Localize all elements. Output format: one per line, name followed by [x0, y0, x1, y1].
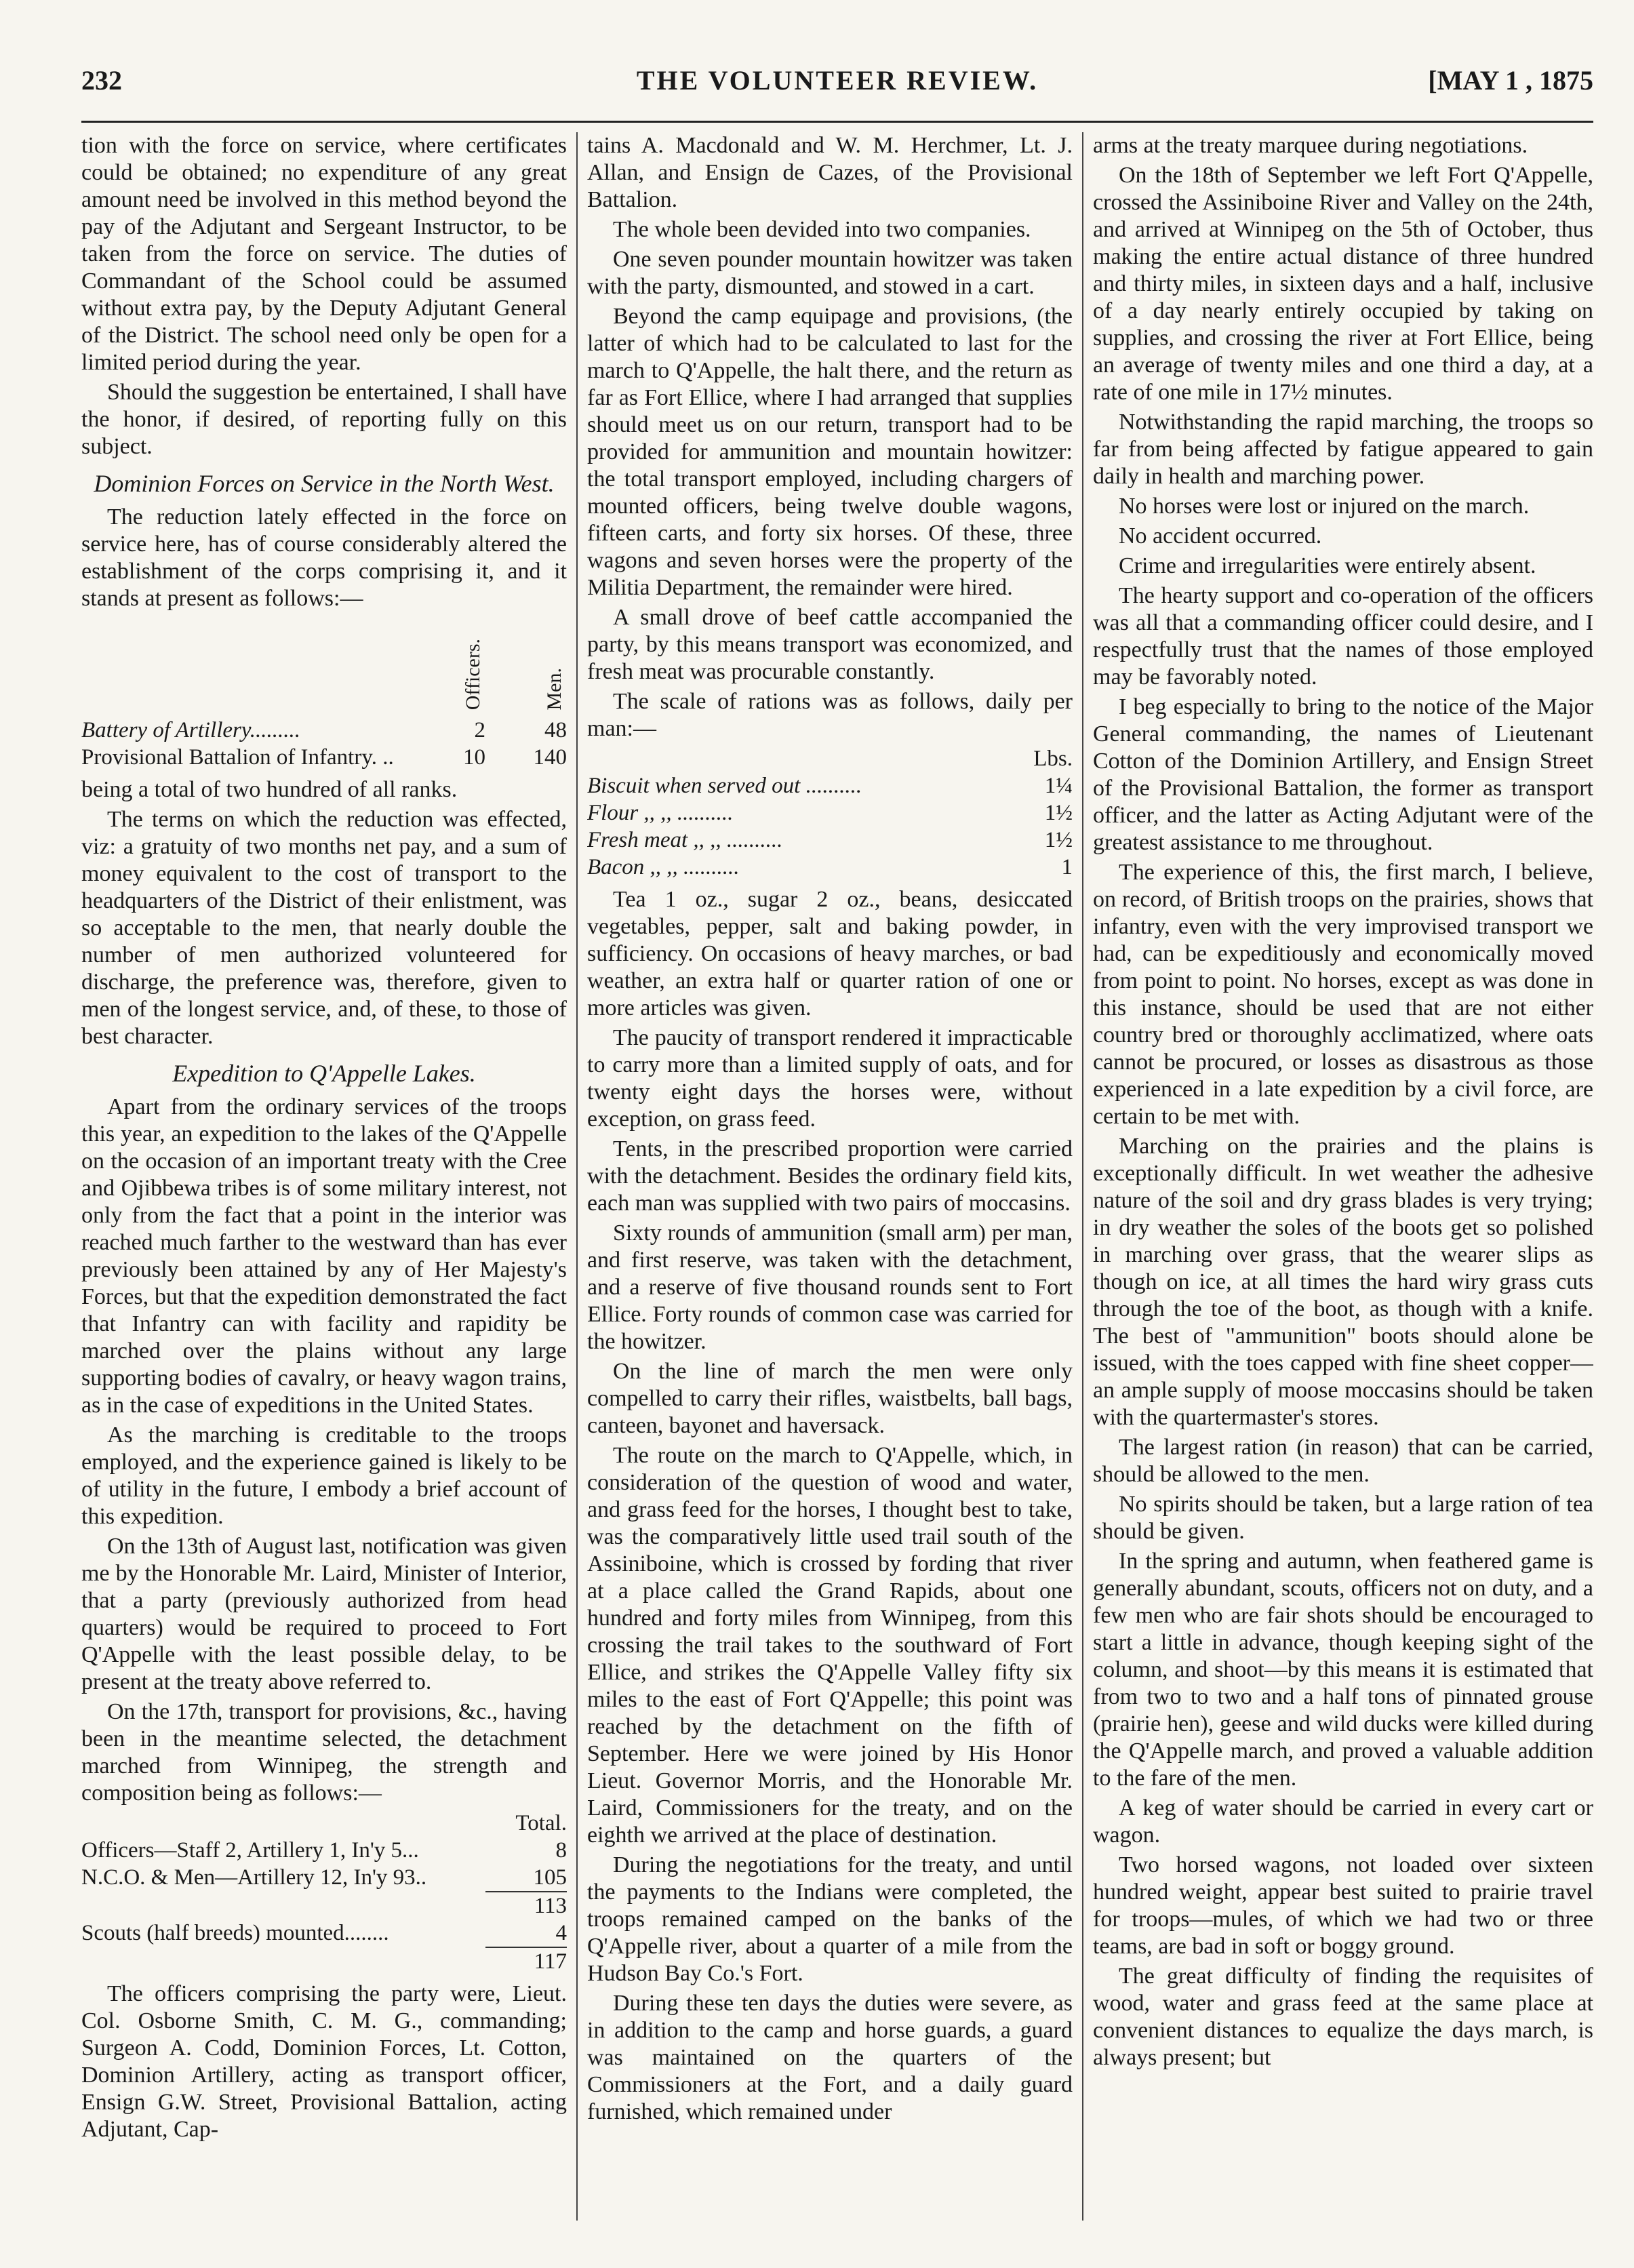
table-row [587, 772, 1073, 799]
paragraph: A keg of water should be carried in every cart or wagon. [1093, 1795, 1593, 1848]
page-number: 232 [81, 65, 122, 96]
paragraph: I beg especially to bring to the notice of the Major General commanding, the names of Lieutenant Cotton of the Dominion Artillery, and Ensign Street of the Provisional Battalion, the former as transport officer, and the latter as Acting Adjutant were of the greatest assistance to me throughout. [1093, 694, 1593, 855]
row-label: N.C.O. & Men—Artillery 12, In'y 93.. [81, 1865, 427, 1890]
paragraph: The hearty support and co-operation of the officers was all that a commanding officer could desire, and I respectfully trust that the names of those employed may be favorably noted. [1093, 583, 1593, 690]
paragraph: being a total of two hundred of all ranks. [81, 777, 458, 802]
cell-value: 1½ [1044, 828, 1073, 852]
paragraph: Apart from the ordinary services of the troops this year, an expedition to the lakes of the Q'Appelle on the occasion of an important treaty with the Cree and Ojibbewa tribes is of some military interest, not only from the fact that a point in the interior was reached much farther to the westward than has ever previously been attained by any of Her Majesty's Forces, but that the expedition demonstrated the fact that Infantry can with facility and rapidity be marched over the plains without any large supporting bodies of cavalry, or heavy wagon trains, as in the case of expeditions in the United States. [81, 1094, 567, 1418]
cell-total: 105 [533, 1865, 567, 1890]
table-row [81, 717, 567, 744]
table-row [81, 744, 567, 771]
paragraph: On the 17th, transport for provisions, &c., having been in the meantime selected, the detachment marched from Winnipeg, the strength and composition being as follows:— [81, 1699, 567, 1806]
cell-officers: 2 [474, 718, 485, 742]
row-label: Fresh meat ,, ,, .......... [587, 828, 783, 852]
paragraph: The terms on which the reduction was effected, viz: a gratuity of two months net pay, and a sum of money equivalent to the cost of transport to the headquarters of the District of their enlistment, was so acceptable to the men, that nearly double the number of men authorized volunteered for discharge, the preference was, therefore, given to men of the longest service, and, of these, to those of best character. [81, 807, 567, 1049]
section-heading: Dominion Forces on Service in the North West. [94, 470, 555, 497]
column-divider-1 [576, 132, 578, 2221]
table-row [81, 1919, 567, 1947]
cell-men: 140 [533, 745, 567, 770]
issue-date: [MAY 1 , 1875 [1428, 65, 1593, 96]
paragraph: During these ten days the duties were severe, as in addition to the camp and horse guards, a guard was maintained on the quarters of the Commissioners at the Fort, and a daily guard furnished, which remained under [587, 1991, 1073, 2124]
row-label: Scouts (half breeds) mounted........ [81, 1921, 389, 1945]
paragraph: The largest ration (in reason) that can be carried, should be allowed to the men. [1093, 1435, 1593, 1487]
column-divider-2 [1082, 132, 1083, 2221]
paragraph: The experience of this, the first march, I believe, on record, of British troops on the prairies, shows that infantry, even with the very improvised transport we had, can be expeditiously and economically moved from point to point. No horses, except as was done in this instance, should be used that are not either country bred or thoroughly acclimatized, where oats cannot be procured, or losses as disastrous as those experienced in a late expedition by a civil force, are certain to be met with. [1093, 860, 1593, 1129]
table-row [587, 799, 1073, 827]
paragraph: The whole been devided into two companies. [613, 217, 1031, 242]
cell-men: 48 [544, 718, 567, 742]
paragraph: Two horsed wagons, not loaded over sixteen hundred weight, appear best suited to prairie travel for troops—mules, of which we had two or three teams, are bad in soft or boggy ground. [1093, 1852, 1593, 1959]
row-label: Battery of Artillery......... [81, 718, 300, 742]
sum-rule [485, 1891, 567, 1892]
paragraph: The route on the march to Q'Appelle, which, in consideration of the question of wood and water, and grass feed for the horses, I thought best to take, was the comparatively little used trail south of the Assiniboine, which is crossed by fording that river at a place called the Grand Rapids, about one hundred and forty miles from Winnipeg, from this crossing the trail takes to the southward of Fort Ellice, and strikes the Q'Appelle Valley fifty six miles to the east of Fort Q'Appelle; this point was reached by the detachment on the fifth of September. Here we were joined by His Honor Lieut. Governor Morris, and the Honorable Mr. Laird, Commissioners for the treaty, and on the eighth we arrived at the place of destination. [587, 1443, 1073, 1848]
paragraph: No spirits should be taken, but a large ration of tea should be given. [1093, 1492, 1593, 1544]
paragraph: One seven pounder mountain howitzer was taken with the party, dismounted, and stowed in a cart. [587, 247, 1073, 299]
rations-table [587, 745, 1073, 881]
row-label: Biscuit when served out .......... [587, 774, 862, 798]
page-header [81, 64, 1593, 112]
paragraph: The reduction lately effected in the force on service here, has of course considerably altered the establishment of the corps comprising it, and it stands at present as follows:— [81, 504, 567, 611]
table-row [587, 854, 1073, 881]
paragraph: tains A. Macdonald and W. M. Herchmer, Lt. J. Allan, and Ensign de Cazes, of the Provisional Battalion. [587, 133, 1073, 212]
paragraph: tion with the force on service, where certificates could be obtained; no expenditure of any great amount need be involved in this method beyond the pay of the Adjutant and Sergeant Instructor, to be taken from the force on service. The duties of Commandant of the School could be assumed without extra pay, by the Deputy Adjutant General of the District. The school need only be open for a limited period during the year. [81, 133, 567, 375]
column-1 [81, 132, 567, 2221]
paragraph: On the line of march the men were only compelled to carry their rifles, waistbelts, ball bags, canteen, bayonet and haversack. [587, 1359, 1073, 1438]
paragraph: Sixty rounds of ammunition (small arm) per man, and first reserve, was taken with the detachment, and a reserve of five thousand rounds sent to Fort Ellice. Forty rounds of common case was carried for the howitzer. [587, 1220, 1073, 1354]
table-row [587, 827, 1073, 854]
cell-value: 1 [1061, 855, 1073, 879]
unit-header: Lbs. [1033, 747, 1073, 771]
cell-total: 4 [555, 1921, 567, 1945]
paragraph: The officers comprising the party were, Lieut. Col. Osborne Smith, C. M. G., commanding; Surgeon A. Codd, Dominion Forces, Lt. Cotton, Dominion Artillery, acting as transport officer, Ensign G.W. Street, Provisional Battalion, acting Adjutant, Cap- [81, 1981, 567, 2142]
paragraph: Notwithstanding the rapid marching, the troops so far from being affected by fatigue appeared to gain daily in health and marching power. [1093, 410, 1593, 489]
paragraph: arms at the treaty marquee during negotiations. [1093, 133, 1528, 158]
sum-rule [485, 1947, 567, 1948]
paragraph: On the 18th of September we left Fort Q'Appelle, crossed the Assiniboine River and Valley on the 24th, and arrived at Winnipeg on the 5th of October, thus making the entire actual distance of three hundred and thirty miles, in sixteen days and a half, inclusive of a day nearly entirely occupied by taking on supplies, and crossing the river at Fort Ellice, being an average of twenty miles and one third a day, at a rate of one mile in 17½ minutes. [1093, 163, 1593, 405]
paragraph: In the spring and autumn, when feathered game is generally abundant, scouts, officers not on duty, and a few men who are fair shots should be encouraged to start a little in advance, though keeping sight of the column, and shoot—by this means it is estimated that from two to two and a half tons of pinnated grouse (prairie hen), geese and wild ducks were killed during the Q'Appelle march, and proved a valuable addition to the fare of the men. [1093, 1549, 1593, 1791]
cell-value: 1¼ [1044, 774, 1073, 798]
row-label: Provisional Battalion of Infantry. .. [81, 745, 394, 770]
paragraph: Crime and irregularities were entirely absent. [1119, 553, 1536, 578]
cell-total: 8 [555, 1838, 567, 1863]
publication-title: THE VOLUNTEER REVIEW. [636, 65, 1039, 96]
paragraph: Beyond the camp equipage and provisions, (the latter of which had to be calculated to last for the march to Q'Appelle, the halt there, and the return as far as Fort Ellice, where I had arranged that supplies should meet us on our return, transport had to be provided for ammunition and mountain howitzer: the total transport employed, including chargers of mounted officers, being twelve double wagons, fifteen carts, and forty six horses. Of these, three wagons and seven horses were the property of the Militia Department, the remainder were hired. [587, 304, 1073, 600]
paragraph: Should the suggestion be entertained, I shall have the honor, if desired, of reporting fully on this subject. [81, 380, 567, 459]
row-label: Officers—Staff 2, Artillery 1, In'y 5... [81, 1838, 419, 1863]
paragraph: No accident occurred. [1119, 523, 1322, 549]
paragraph: The paucity of transport rendered it impracticable to carry more than a limited supply of oats, and for twenty eight days the horses were, without exception, on grass feed. [587, 1025, 1073, 1132]
paragraph: As the marching is creditable to the troops employed, and the experience gained is likely to be of utility in the future, I embody a brief account of this expedition. [81, 1423, 567, 1529]
column-3 [1093, 132, 1593, 2221]
paragraph: Marching on the prairies and the plains is exceptionally difficult. In wet weather the adhesive nature of the soil and dry grass blades is very trying; in dry weather the soles of the boots get so polished in marching over grass, that the wearer slips as though on ice, at all times the hard wiry grass cuts through the toe of the boot, as though with a knife. The best of "ammunition" boots should alone be issued, with the toes capped with fine sheet copper—an ample supply of moose moccasins should be taken with the quartermaster's stores. [1093, 1134, 1593, 1430]
paragraph: Tea 1 oz., sugar 2 oz., beans, desiccated vegetables, pepper, salt and baking powder, in sufficiency. On occasions of heavy marches, or bad weather, an extra half or quarter ration of one or more articles was given. [587, 887, 1073, 1020]
paragraph: A small drove of beef cattle accompanied the party, by this means transport was economized, and fresh meat was procurable constantly. [587, 605, 1073, 684]
row-label: Flour ,, ,, .......... [587, 801, 734, 825]
cell-value: 1½ [1044, 801, 1073, 825]
paragraph: No horses were lost or injured on the march. [1119, 494, 1530, 519]
paragraph: The great difficulty of finding the requisites of wood, water and grass feed at the same place at convenient distances to equalize the days march, is always present; but [1093, 1964, 1593, 2070]
subtotal: 113 [534, 1894, 567, 1918]
strength-table [81, 1810, 567, 1975]
force-table [81, 615, 567, 771]
table-row [81, 1837, 567, 1864]
row-label: Bacon ,, ,, .......... [587, 855, 740, 879]
paragraph: During the negotiations for the treaty, and until the payments to the Indians were completed, the troops remained camped on the banks of the Q'Appelle river, about a quarter of a mile from the Hudson Bay Co.'s Fort. [587, 1852, 1073, 1986]
paragraph: The scale of rations was as follows, daily per man:— [587, 689, 1073, 741]
paragraph: Tents, in the prescribed proportion were carried with the detachment. Besides the ordinary field kits, each man was supplied with two pairs of moccasins. [587, 1136, 1073, 1216]
column-header-total: Total. [515, 1811, 567, 1835]
column-header-men: Men. [543, 667, 565, 710]
grand-total: 117 [534, 1949, 567, 1974]
column-header-officers: Officers. [462, 638, 484, 710]
section-heading: Expedition to Q'Appelle Lakes. [172, 1060, 476, 1087]
header-rule [81, 121, 1593, 123]
paragraph: On the 13th of August last, notification was given me by the Honorable Mr. Laird, Minister of Interior, that a party (previously authorized from head quarters) would be required to proceed to Fort Q'Appelle with the least possible delay, to be present at the treaty above referred to. [81, 1534, 567, 1694]
table-row [81, 1864, 567, 1891]
column-2 [587, 132, 1073, 2221]
cell-officers: 10 [463, 745, 485, 770]
